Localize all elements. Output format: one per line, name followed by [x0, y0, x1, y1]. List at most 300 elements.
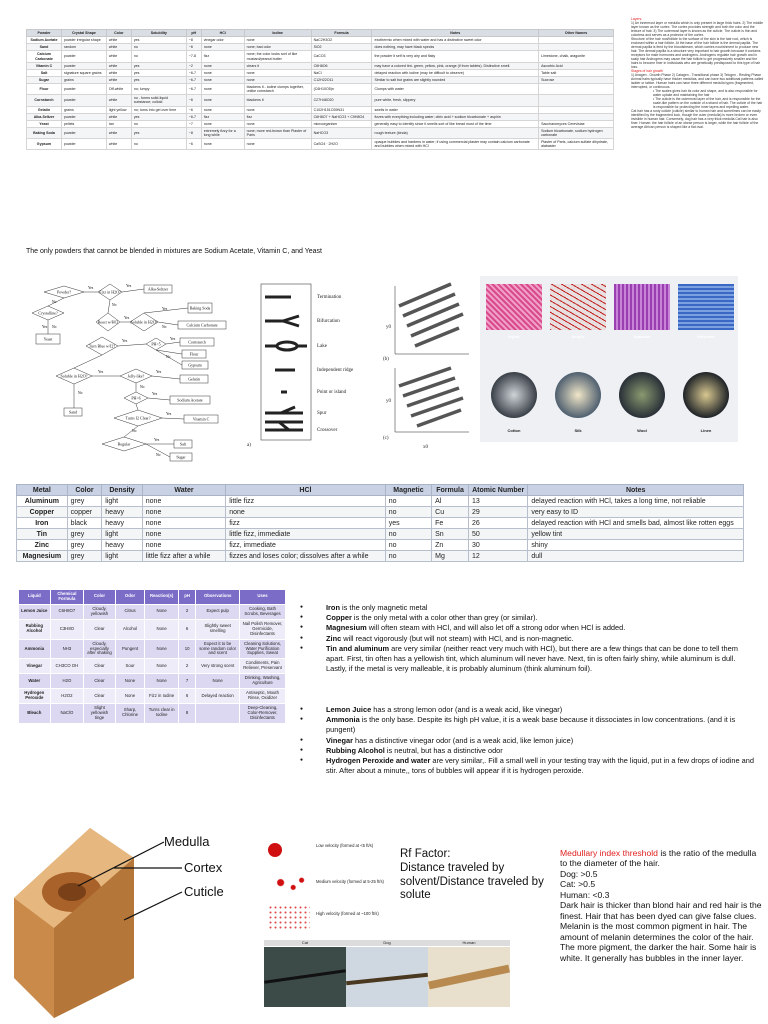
table-cell: white [106, 76, 131, 83]
bullet-icon: ● [300, 716, 304, 723]
animal-label-cat: Cat [264, 940, 346, 946]
table-cell: 2 [178, 604, 195, 619]
bullet-icon: ● [300, 736, 304, 743]
table-cell: fizzes with everything including water; citric acid + sodium bicarbonate + aspirin [372, 113, 539, 120]
list-item-text: has a distinctive vinegar odor (and is a weak acid, like lemon juice) [352, 735, 574, 745]
table-cell: heavy [102, 540, 142, 551]
rf-title: Rf Factor: [400, 848, 451, 860]
table-cell: exothermic when mixed with water and has a distinctive sweet odor [372, 37, 539, 44]
table-cell: none; more red-brown than Plaster of Paris [244, 127, 311, 138]
table-cell: None [145, 674, 179, 689]
table-cell: (C6H10O5)n [311, 84, 372, 95]
flow-edge-label: Yes [154, 438, 160, 442]
table-cell: grey [67, 529, 102, 540]
row-name-cell: Tin [17, 529, 68, 540]
table-cell: 6 [178, 619, 195, 639]
table-cell: powder [61, 113, 106, 120]
table-cell: Off-white [106, 84, 131, 95]
table-cell [539, 113, 614, 120]
table-cell: ~6 [186, 139, 201, 150]
table-cell [539, 37, 614, 44]
table-cell: powder [61, 84, 106, 95]
table-cell: heavy [102, 518, 142, 529]
table-cell: little fizz [226, 496, 386, 507]
table-cell: clears it [244, 62, 311, 69]
table-cell: 7 [178, 674, 195, 689]
row-name-cell: Cornstarch [27, 95, 62, 106]
bullet-icon: ● [300, 614, 304, 621]
table-cell: little fizz after a while [142, 551, 225, 562]
flow-edge-label: No [156, 453, 161, 457]
table-cell: no [385, 507, 431, 518]
table-row [17, 551, 744, 562]
table-cell: Limestone, chalk, aragonite [539, 51, 614, 62]
table-row [17, 529, 744, 540]
table-cell: yes [131, 127, 186, 138]
metal-notes-list [296, 603, 758, 675]
medium-velocity-spatter [268, 873, 310, 897]
flow-edge-label: No [78, 391, 83, 395]
low-velocity-drop [268, 843, 282, 857]
layers-title: Layers: [631, 17, 643, 21]
table-cell: no [385, 540, 431, 551]
table-cell: Sharp, Chlorine [115, 704, 145, 724]
hair-cross-section-image [14, 828, 254, 1018]
table-cell: Drinking, Washing, Agriculture [240, 674, 286, 689]
flow-sugar: Sugar [176, 454, 186, 460]
fiber-label-silk: Silk [574, 428, 582, 433]
metal_table-header-0: Metal [17, 485, 68, 496]
flow-edge-label: Yes [88, 286, 94, 290]
table-cell: C102H151O39N31 [311, 106, 372, 113]
layers-p4: Cat hair has a rusty cuticle (cuticle) similar to human hair and sometimes can be easily identified by the fragmented look, though the cuter (medulla) is more broken or even invisible in human hair. Conversely, dog hair has a very thick medulla.Cat hair is also finer. Human: the hair follicle of an obese person is larger, while the hair follicle of the average African person is shaped like a flat oval. [631, 109, 761, 130]
row-name-cell: Sugar [27, 76, 62, 83]
table-cell: none [142, 507, 225, 518]
list-item-subject: Vinegar [326, 735, 353, 745]
table-cell: none [142, 540, 225, 551]
flow-cornstarch: Cornstarch [188, 339, 206, 345]
flow-gypsum: Gypsum [188, 362, 202, 368]
table-cell: ~6 [186, 44, 201, 51]
list-item-subject: Rubbing Alcohol [326, 745, 385, 755]
bullet-icon: ● [300, 757, 304, 764]
table-cell: Pungent [115, 639, 145, 659]
flow-soluble: Soluble in H2O? [130, 319, 158, 325]
table-cell: white [106, 95, 131, 106]
list-item-text: is the only base. Despite its high pH value, it is a weak base because it dissociates in low concentrations. (and it is pungent) [326, 715, 736, 735]
table-cell: black [67, 518, 102, 529]
table-cell: swells in water [372, 106, 539, 113]
table-cell: none [201, 62, 244, 69]
table-cell: Cooking, Bath Scrubs, Beverages [240, 604, 286, 619]
table-cell: little fizz, immediate [226, 529, 386, 540]
table-cell: microorganism [311, 120, 372, 127]
fiber-nylon-image [486, 284, 542, 330]
table-cell: ~6-7 [186, 84, 201, 95]
table-row [19, 674, 286, 689]
table-cell: C6H8O6 [311, 62, 372, 69]
table-cell: white [106, 44, 131, 51]
metal_table-header-1: Color [67, 485, 102, 496]
table-cell: none [201, 139, 244, 150]
table-cell: 12 [469, 551, 528, 562]
table-cell: yes [131, 37, 186, 44]
liquid_table-header-5: pH [178, 590, 195, 605]
table-cell: Fe [432, 518, 469, 529]
liquid-table [18, 589, 286, 724]
blood-spatter-velocity-panel [264, 833, 390, 943]
layers-bullet-2: • The cuticle is the outermost layer of the hair, and is responsible for the scale-like pattern on the outside of a strand of hair. The cuticle of the hair is responsible for protecting the inner layers and repelling water. [653, 97, 763, 110]
table-cell [539, 95, 614, 106]
list-item-subject: Magnesium [326, 623, 367, 633]
row-name-cell: Aluminum [17, 496, 68, 507]
table-row [27, 120, 614, 127]
flow-turn-blue: Turn Blue w/I2? [88, 343, 116, 349]
table-cell: none [142, 496, 225, 507]
list-item-text: will often steam with HCl, and will also let off a strong odor when HCl is added. [366, 623, 626, 633]
fiber-label-polyester: Polyester [696, 334, 715, 339]
row-name-cell: Sand [27, 44, 62, 51]
fiber-label-linen: Linen [700, 428, 712, 433]
flow-baking-soda: Baking Soda [189, 305, 211, 311]
row-name-cell: Lemon Juice [19, 604, 51, 619]
powder_table-header-7: Formula [311, 30, 372, 37]
table-cell: 13 [469, 496, 528, 507]
table-cell: CH3CO OH [50, 659, 84, 674]
flow-edge-label: No [166, 355, 171, 359]
powder_table-header-4: pH [186, 30, 201, 37]
table-cell: SiO2 [311, 44, 372, 51]
row-name-cell: Gypsum [27, 139, 62, 150]
table-cell: Very strong scent [196, 659, 240, 674]
flow-ph6: PH>6 [131, 395, 141, 401]
table-cell: Ascorbic Acid [539, 62, 614, 69]
table-cell: Clear [84, 689, 116, 704]
powder_table-header-5: HCl [201, 30, 244, 37]
table-cell: C12H22O11 [311, 76, 372, 83]
flow-edge-label: No [140, 385, 145, 389]
metal_table-header-4: HCl [226, 485, 386, 496]
list-item [296, 623, 758, 633]
table-cell: CaCO3 [311, 51, 372, 62]
flow-edge-label: Yes [124, 316, 130, 320]
table-cell: delayed reaction with HCl and smells bad, almost like rotten eggs [528, 518, 744, 529]
fiber-acrylic-image [550, 284, 606, 330]
row-name-cell: Baking Soda [27, 127, 62, 138]
table-cell: none [244, 37, 311, 44]
flow-salt: Salt [179, 441, 187, 447]
list-item-text: is the only metal with a color other than grey (or similar). [351, 613, 538, 623]
table-row [19, 689, 286, 704]
table-cell: blackens it - iodine clumps together, unlike cornstarch [244, 84, 311, 95]
table-cell: NaC2H3O2 [311, 37, 372, 44]
table-cell: none [226, 507, 386, 518]
table-row [27, 113, 614, 120]
table-cell: Plaster of Paris, calcium sulfate dihydrate, alabaster [539, 139, 614, 150]
row-name-cell: Gelatin [27, 106, 62, 113]
table-cell: grey [67, 496, 102, 507]
table-cell: Slight yellowish tinge [84, 704, 116, 724]
table-cell: 29 [469, 507, 528, 518]
table-cell: generally easy to identify since it smells sort of like bread most of the time [372, 120, 539, 127]
table-cell: Saccharomyces Cerevisiae [539, 120, 614, 127]
flow-edge-label: No [162, 325, 167, 329]
powder_table-header-3: Solubility [131, 30, 186, 37]
fiber-label-spandex: Spandex [633, 334, 651, 339]
low-velocity-label: Low velocity (formed at <5 ft/s) [316, 843, 374, 848]
hair-label-cuticle: Cuticle [184, 884, 224, 899]
table-cell: powder [61, 127, 106, 138]
list-item-text: are very similar (neither react very much with HCl), but there are a few things that can be done to tell them apart. First, tin often has a yellowish tint, which aluminum will never have. Next, tin is often fairly shiny, while aluminum is dull. Lastly, if the metal is very malleable, it is probably aluminum (think aluminum foil). [326, 643, 738, 674]
row-name-cell: Yeast [27, 120, 62, 127]
layers-bullet-1: • The scales gives hair its color and shape, and is also responsible for water uptake and maintaining the hair [653, 89, 758, 98]
list-item [296, 634, 758, 644]
bullet-icon: ● [300, 624, 304, 631]
flow-calcium-carbonate: Calcium Carbonate [186, 322, 218, 328]
liquid_table-header-6: Observations [196, 590, 240, 605]
table-cell: fizz [226, 518, 386, 529]
table-cell: fizz, immediate [226, 540, 386, 551]
flow-edge-label: Yes [42, 325, 48, 329]
table-row [27, 37, 614, 44]
flow-yeast: Yeast [43, 336, 53, 342]
fp-type-1: Bifurcation [317, 319, 340, 324]
table-row [27, 95, 614, 106]
table-cell: 26 [469, 518, 528, 529]
powder_table-header-1: Crystal Shape [61, 30, 106, 37]
fp-y0-c: y0 [386, 399, 391, 404]
table-cell: none [244, 120, 311, 127]
bullet-icon: ● [300, 706, 304, 712]
table-cell: None [115, 689, 145, 704]
table-cell [196, 704, 240, 724]
table-cell: CaSO4 · 2H2O [311, 139, 372, 150]
table-cell: Clear [84, 659, 116, 674]
fiber-silk-image [555, 372, 601, 418]
list-item [296, 736, 758, 746]
fiber-cotton-image [491, 372, 537, 418]
table-cell: ~6 [186, 95, 201, 106]
table-cell: opaque bubbles and hardens in water; if using commercial plaster may contain calcium carbonate and bubbles when mixed with HCl [372, 139, 539, 150]
table-cell: Cloudy, especially after shaking [84, 639, 116, 659]
table-cell: no [131, 120, 186, 127]
table-cell: fizz [201, 51, 244, 62]
liquid_table-header-1: Chemical Formula [50, 590, 84, 605]
list-item-text: will react vigorously (but will not steam) with HCl, and is non-magnetic. [341, 633, 574, 643]
table-cell: None [145, 659, 179, 674]
flow-crystalline: Crystalline? [38, 310, 58, 316]
table-cell: powder [61, 95, 106, 106]
table-cell: 50 [469, 529, 528, 540]
table-cell: delayed reaction with HCl, takes a long time, not reliable [528, 496, 744, 507]
metal_table-header-3: Water [142, 485, 225, 496]
table-row [19, 704, 286, 724]
row-name-cell: Zinc [17, 540, 68, 551]
table-cell: fizz [201, 113, 244, 120]
table-cell: pure white, fresh, slippery [372, 95, 539, 106]
powder_table-header-6: Iodine [244, 30, 311, 37]
powder_table-header-8: Notes [372, 30, 539, 37]
table-cell: Sn [432, 529, 469, 540]
flow-ph5: PH<5 [151, 341, 161, 347]
table-cell: no [131, 139, 186, 150]
table-row [19, 619, 286, 639]
table-cell: light [102, 496, 142, 507]
table-cell: no [385, 551, 431, 562]
table-cell: light [102, 529, 142, 540]
table-cell: no [131, 44, 186, 51]
table-cell: Alcohol [115, 619, 145, 639]
hair-layers-note [631, 17, 765, 129]
table-cell: light [102, 551, 142, 562]
fiber-label-wool: Wool [637, 428, 647, 433]
fp-panel-b: (b) [383, 357, 389, 362]
list-item-text: has a strong lemon odor (and is a weak acid, like vinegar) [371, 705, 563, 714]
list-item [296, 603, 758, 613]
table-cell: grains [61, 106, 106, 113]
table-cell: no; lumpy [131, 84, 186, 95]
table-cell: white [106, 127, 131, 138]
flow-edge-label: No [112, 303, 117, 307]
table-row [19, 604, 286, 619]
table-cell: rough texture (kinda) [372, 127, 539, 138]
table-cell: ~8 [186, 37, 201, 44]
table-cell: none [201, 69, 244, 76]
table-cell: yes [131, 69, 186, 76]
row-name-cell: Sodium Acetate [27, 37, 62, 44]
table-cell: C27H48O20 [311, 95, 372, 106]
table-cell: yes [131, 62, 186, 69]
powder-table [26, 29, 614, 150]
fingerprint-minutiae-diagram [247, 276, 473, 450]
medullary-cat: Cat: >0.5 [560, 879, 596, 890]
flow-regular: Regular [117, 441, 131, 447]
table-cell: Sucrose [539, 76, 614, 83]
liquid_table-header-7: Uses [240, 590, 286, 605]
table-row [19, 639, 286, 659]
table-cell: Turns clear in Iodine [145, 704, 179, 724]
hair-label-medulla: Medulla [164, 834, 210, 849]
flow-sodium-acetate: Sodium Acetate [177, 397, 203, 403]
flow-edge-label: Yes [152, 392, 158, 396]
table-cell: white [106, 62, 131, 69]
hair-label-cortex: Cortex [184, 860, 223, 875]
medullary-dog: Dog: >0.5 [560, 868, 598, 879]
table-cell: the powder it self is very airy and flaky [372, 51, 539, 62]
table-cell: None [115, 674, 145, 689]
table-cell: ~2 [186, 62, 201, 69]
table-row [17, 518, 744, 529]
table-cell: none; the color looks sort of like mustard/peanut butter [244, 51, 311, 62]
table-cell: none [201, 120, 244, 127]
table-cell: none [201, 95, 244, 106]
table-cell: H2O2 [50, 689, 84, 704]
row-name-cell: Hydrogen Peroxide [19, 689, 51, 704]
table-cell: NaCl [311, 69, 372, 76]
bullet-icon: ● [300, 634, 304, 641]
table-cell: white [106, 69, 131, 76]
table-cell: no [131, 51, 186, 62]
table-cell [539, 44, 614, 51]
table-row [19, 659, 286, 674]
flow-edge-label: Yes [166, 412, 172, 416]
medullary-definition: is the ratio of the medulla to the diameter of the hair. [560, 848, 757, 869]
row-name-cell: Vinegar [19, 659, 51, 674]
fp-panel-c: (c) [383, 436, 389, 441]
table-row [17, 496, 744, 507]
human-hair-image [428, 947, 510, 1007]
table-cell: grey [67, 551, 102, 562]
cat-hair-image [264, 947, 346, 1007]
table-cell: None [145, 604, 179, 619]
table-cell: powder irregular shape [61, 37, 106, 44]
table-row [27, 127, 614, 138]
table-cell: dull [528, 551, 744, 562]
stages-text: 1) Anagen - Growth Phase 2) Catagen - Transitional phase 3) Telogen - Resting Phase [631, 73, 761, 78]
fiber-samples-panel [480, 276, 738, 442]
layers-p3: Animal hairs typically have thicker medullas, and can have two additional patterns called ladder or lattice. Human hairs can have three different medulla types (fragmented, interrupted, or continuous. [631, 77, 764, 90]
table-cell: 6 [178, 689, 195, 704]
powder-flowchart [6, 276, 232, 472]
table-cell: Expect pulp [196, 604, 240, 619]
table-cell: light yellow [106, 106, 131, 113]
table-cell: ~6-7 [186, 76, 201, 83]
flow-sand: Sand [69, 409, 77, 415]
table-cell: Mg [432, 551, 469, 562]
fp-type-4: Point or island [317, 390, 347, 395]
table-cell: shiny [528, 540, 744, 551]
fiber-label-nylon: Nylon [508, 334, 520, 339]
table-cell: Citrus [115, 604, 145, 619]
list-item-subject: Hydrogen Peroxide and water [326, 756, 431, 766]
powder_table-header-2: Color [106, 30, 131, 37]
row-name-cell: Copper [17, 507, 68, 518]
table-cell: ~6 [186, 106, 201, 113]
medium-velocity-label: Medium velocity (formed at 5-25 ft/s) [316, 879, 384, 884]
table-cell: none [244, 139, 311, 150]
table-cell: Antiseptic, Mouth Rinse, Oxidizer [240, 689, 286, 704]
table-cell: none; bad odor [244, 44, 311, 51]
flow-flour: Flour [189, 351, 199, 357]
fp-type-2: Lake [317, 344, 327, 349]
metal_table-header-5: Magnetic [385, 485, 431, 496]
flow-alka: Alka-Seltzer [147, 286, 169, 292]
table-cell: tan [106, 120, 131, 127]
table-cell: Table salt [539, 69, 614, 76]
flow-edge-label: Yes [156, 370, 162, 374]
layers-p1: 1) An innermost layer or medulla which is only present in large thick hairs. 2) The middle layer known as the cortex. The cortex provides strength and both the color and the texture of hair. 3) The outermost layer is known as the cuticle. The cuticle is thin and colorless and serves as a protector of the cortex. [631, 21, 764, 38]
table-cell: Slightly sweet smelling [196, 619, 240, 639]
fp-type-6: Crossover [317, 428, 338, 433]
table-cell: none [142, 529, 225, 540]
flow-jelly: Jelly-like? [127, 373, 145, 379]
bullet-icon: ● [300, 746, 304, 753]
table-cell: none [142, 518, 225, 529]
blend-note: The only powders that cannot be blended in mixtures are Sodium Acetate, Vitamin C, and Yeast [26, 248, 322, 255]
list-item-subject: Lemon Juice [326, 705, 372, 714]
table-cell: None [196, 674, 240, 689]
fp-x0: x0 [423, 445, 428, 450]
table-cell: yes [131, 113, 186, 120]
table-cell: Nail Polish Remover, Germicide, Disinfectants [240, 619, 286, 639]
table-cell: none [201, 44, 244, 51]
table-cell: ~7 [186, 120, 201, 127]
list-item [296, 756, 758, 776]
table-cell: 8 [178, 704, 195, 724]
table-row [27, 69, 614, 76]
medullary-index-note [560, 848, 765, 963]
table-cell: None [145, 639, 179, 659]
